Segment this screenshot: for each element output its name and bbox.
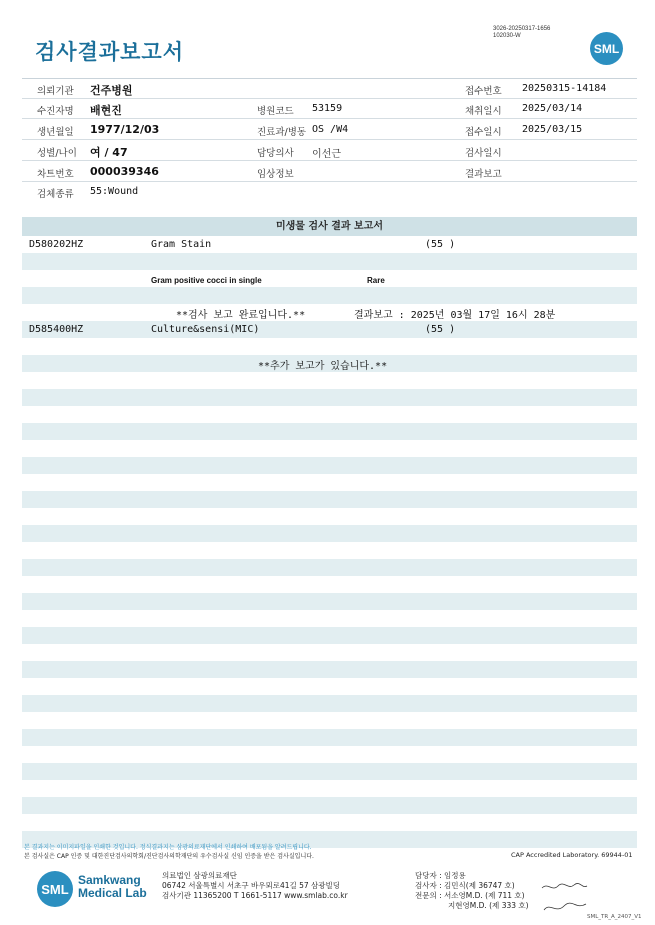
lab-contact: 검사기관 11365200 T 1661-5117 www.smlab.co.kr <box>162 891 348 900</box>
test1-code: D580202HZ <box>29 239 84 250</box>
value-birth-date: 1977/12/03 <box>90 123 160 136</box>
staff-specialist-2: 지현영M.D. (제 333 호) <box>448 901 529 910</box>
footer-note-image-copy: 본 결과지는 이미지파일을 인쇄한 것입니다. 정식결과지는 삼광의료재단에서 인쇄하여 배포됨을 알려드립니다. <box>24 844 312 851</box>
label-patient-name: 수진자명 <box>37 106 74 117</box>
row-band <box>22 423 637 440</box>
test1-name: Gram Stain <box>151 239 212 250</box>
lab-name <box>78 874 147 900</box>
label-hospital-code: 병원코드 <box>257 106 294 117</box>
label-department-ward: 진료과/병동 <box>257 127 307 138</box>
value-doctor: 이선근 <box>312 149 341 160</box>
info-row-5 <box>22 162 637 182</box>
row-band <box>22 729 637 746</box>
cap-accreditation: CAP Accredited Laboratory. 69944-01 <box>511 851 633 859</box>
row-band <box>22 491 637 508</box>
staff-in-charge: 담당자 : 임정용 <box>415 871 466 880</box>
value-department-ward: OS /W4 <box>312 124 349 135</box>
label-sex-age: 성별/나이 <box>37 148 77 159</box>
sml-logo: SML <box>590 32 623 65</box>
row-band <box>22 525 637 542</box>
label-specimen-type: 검체종류 <box>37 189 74 200</box>
info-row-1 <box>22 79 637 99</box>
info-row-6 <box>22 182 637 202</box>
document-id <box>493 26 550 40</box>
value-receipt-date: 2025/03/15 <box>522 124 583 135</box>
report-time: 결과보고 : 2025년 03월 17일 16시 28분 <box>354 310 556 321</box>
row-band <box>22 763 637 780</box>
test2-specimen: (55 ) <box>425 324 456 335</box>
footer-note-accreditation: 본 검사실은 CAP 인증 및 대한진단검사의학회/진단검사의학재단의 우수검사실 신임 인증을 받은 검사실입니다. <box>24 853 314 860</box>
row-band <box>22 287 637 304</box>
info-row-2 <box>22 99 637 119</box>
label-result-report: 결과보고 <box>465 169 502 180</box>
value-specimen-type: 55:Wound <box>90 186 139 197</box>
label-doctor: 담당의사 <box>257 148 294 159</box>
row-band <box>22 321 637 338</box>
form-code: SML_TR_A_2407_V1 <box>587 914 642 920</box>
row-band <box>22 661 637 678</box>
document-id-line2: 102030-W <box>493 33 521 39</box>
label-receipt-number: 접수번호 <box>465 86 502 97</box>
sml-footer-logo: SML <box>37 871 73 907</box>
lab-contact-block <box>162 871 348 901</box>
label-birth-date: 생년월일 <box>37 127 74 138</box>
label-collection-date: 채취일시 <box>465 106 502 117</box>
label-receipt-date: 접수일시 <box>465 127 502 138</box>
test2-code: D585400HZ <box>29 324 84 335</box>
signature-icon <box>540 880 590 922</box>
label-requesting-institution: 의뢰기관 <box>37 86 74 97</box>
row-band <box>22 559 637 576</box>
info-row-4 <box>22 141 637 161</box>
lab-name-line1: Samkwang <box>78 873 141 887</box>
test2-name: Culture&sensi(MIC) <box>151 324 260 335</box>
staff-block <box>415 871 529 911</box>
staff-specialist: 전문의 : 서소영M.D. (제 711 호) <box>415 891 525 900</box>
value-patient-name: 배현진 <box>90 104 122 117</box>
document-id-line1: 3026-20250317-1656 <box>493 26 551 32</box>
row-band <box>22 797 637 814</box>
label-chart-number: 차트번호 <box>37 169 74 180</box>
value-chart-number: 000039346 <box>90 165 159 178</box>
row-band <box>22 457 637 474</box>
label-test-date: 검사일시 <box>465 148 502 159</box>
staff-tester: 검사자 : 김민식(제 36747 호) <box>415 881 515 890</box>
value-requesting-institution: 건주병원 <box>90 84 133 97</box>
additional-report: **추가 보고가 있습니다.** <box>258 361 388 372</box>
test1-specimen: (55 ) <box>425 239 456 250</box>
row-band <box>22 627 637 644</box>
value-receipt-number: 20250315-14184 <box>522 83 607 94</box>
row-band <box>22 253 637 270</box>
finding-text: Gram positive cocci in single <box>151 276 262 285</box>
lab-org: 의료법인 삼광의료재단 <box>162 871 237 880</box>
value-hospital-code: 53159 <box>312 103 343 114</box>
lab-address: 06742 서울특별시 서초구 바우뫼로41길 57 삼광빌딩 <box>162 881 341 890</box>
row-band <box>22 593 637 610</box>
report-complete: **검사 보고 완료입니다.** <box>176 310 306 321</box>
row-band <box>22 389 637 406</box>
row-band <box>22 695 637 712</box>
finding-grade: Rare <box>367 276 385 285</box>
lab-name-line2: Medical Lab <box>78 886 147 900</box>
label-clinical-info: 임상정보 <box>257 169 294 180</box>
value-sex-age: 여 / 47 <box>90 146 128 159</box>
value-collection-date: 2025/03/14 <box>522 103 583 114</box>
info-row-3 <box>22 120 637 140</box>
results-heading: 미생물 검사 결과 보고서 <box>22 217 637 236</box>
page-title: 검사결과보고서 <box>35 40 185 64</box>
